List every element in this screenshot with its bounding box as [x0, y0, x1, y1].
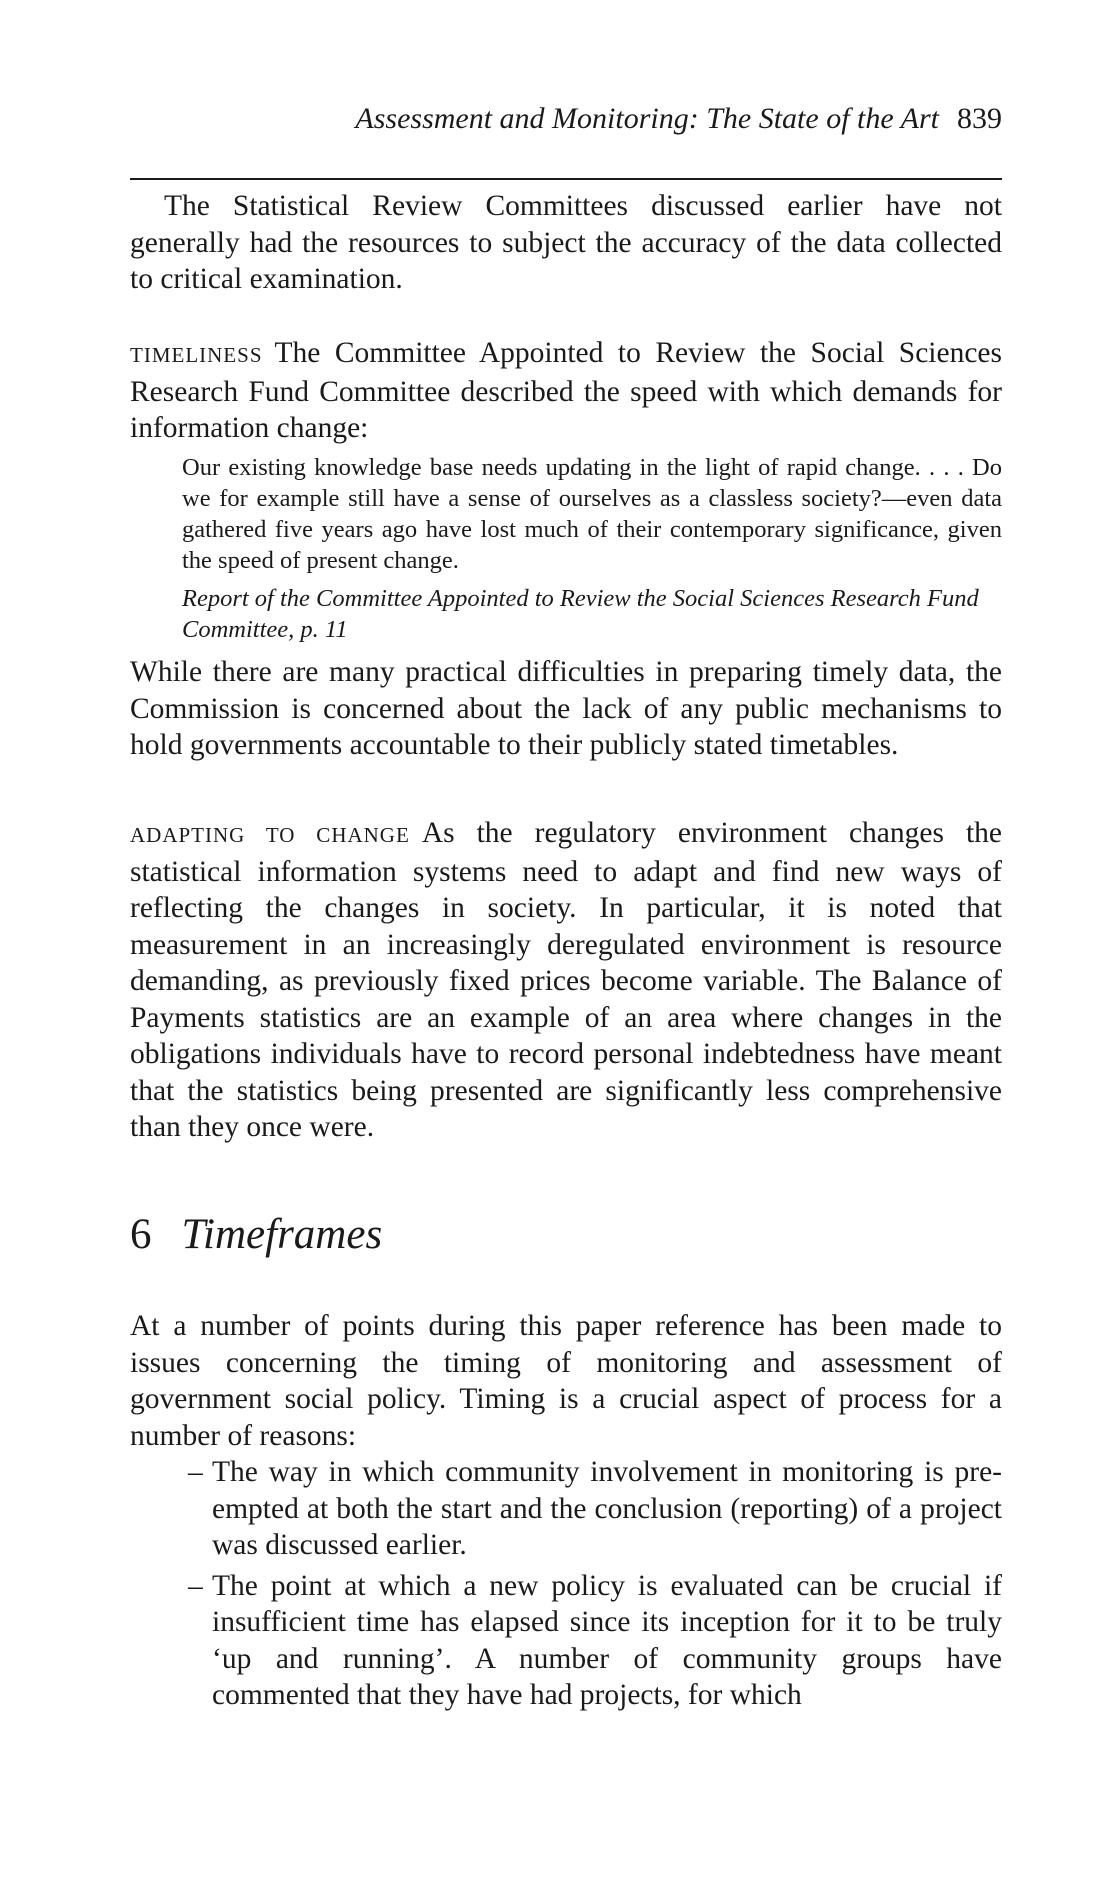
quote-text: Our existing knowledge base needs updating in the light of rapid change. . . . Do we for example still have a sense of ourselves as a classless society?—even data gathered five years ago have lost much of their contemporary significance, given the speed of present change. [182, 454, 1002, 574]
list-item-marker: – [188, 1569, 203, 1602]
section-heading [130, 1210, 382, 1260]
page-number: 839 [957, 102, 1002, 135]
running-head-title: Assessment and Monitoring: The State of the Art [355, 102, 939, 135]
list-item-text: The way in which community involvement in monitoring is pre-empted at both the start and the conclusion (reporting) of a project was discussed earlier. [212, 1456, 1002, 1561]
timeliness-paragraph-block [130, 335, 1002, 447]
quote-citation: Report of the Committee Appointed to Review the Social Sciences Research Fund Committee, p. 11 [182, 585, 979, 643]
section-intro-block [130, 1308, 1002, 1454]
section-number: 6 [130, 1211, 152, 1258]
adapting-paragraph-block [130, 815, 1002, 1146]
timeliness-heading: TIMELINESS [130, 343, 263, 367]
block-quote [182, 452, 1002, 645]
header-rule [130, 178, 1002, 180]
intro-paragraph-block [130, 188, 1002, 298]
list-item-marker: – [188, 1456, 203, 1488]
timeliness-text: The Committee Appointed to Review the Social Sciences Research Fund Committee described the speed with which demands for information change: [130, 337, 1002, 444]
adapting-heading: ADAPTING TO CHANGE [130, 823, 410, 847]
timing-reasons-list [188, 1454, 1002, 1718]
running-head [130, 102, 1002, 136]
timely-data-paragraph: While there are many practical difficulties in preparing timely data, the Commission is concerned about the lack of any public mechanisms to hold governments accountable to their publicly stated timetables. [130, 656, 1002, 761]
section-intro-paragraph: At a number of points during this paper reference has been made to issues concerning the timing of monitoring and assessment of government social policy. Timing is a crucial aspect of process for a number of reasons: [130, 1310, 1002, 1452]
list-item-text: The point at which a new policy is evaluated can be crucial if insufficient time has elapsed since its inception for it to be truly ‘up and running’. A number of community groups have commented that they have had projects, for which [212, 1569, 1002, 1711]
timely-data-paragraph-block [130, 654, 1002, 764]
timeliness-paragraph [130, 335, 1002, 447]
adapting-paragraph [130, 815, 1002, 1146]
list-item [188, 1568, 1002, 1714]
section-title: Timeframes [181, 1211, 383, 1258]
intro-paragraph: The Statistical Review Committees discussed earlier have not generally had the resources to subject the accuracy of the data collected to critical examination. [130, 190, 1002, 295]
list-item [188, 1454, 1002, 1564]
adapting-text: As the regulatory environment changes the statistical information systems need to adapt and find new ways of reflecting the changes in society. In particular, it is noted that measurement in an increasingly deregulated environment is resource demanding, as previously fixed prices become variable. The Balance of Payments statistics are an example of an area where changes in the obligations individuals have to record personal indebtedness have meant that the statistics being presented are significantly less comprehensive than they once were. [130, 817, 1003, 1143]
